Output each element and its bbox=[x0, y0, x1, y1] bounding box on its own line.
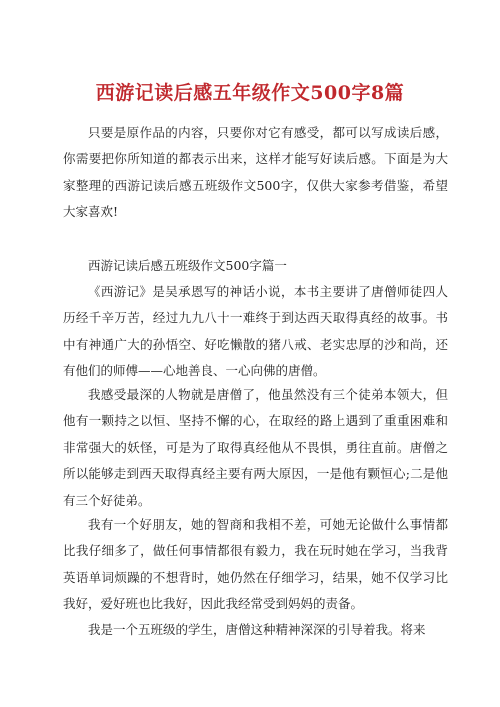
intro-paragraph: 只要是原作品的内容，只要你对它有感受，都可以写成读后感，你需要把你所知道的都表示出来，这样才能写好读后感。下面是为大家整理的西游记读后感五班级作文500字，仅供大家参考借鉴，希望大家喜欢! bbox=[63, 125, 448, 220]
body-paragraph: 我感受最深的人物就是唐僧了，他虽然没有三个徒弟本领大，但他有一颗持之以恒、坚持不懈的心，在取经的路上遇到了重重困难和非常强大的妖怪，可是为了取得真经他从不畏惧，勇往直前。唐僧之所以能够走到西天取得真经主要有两大原因，一是他有颗恒心;二是他有三个好徒弟。 bbox=[63, 387, 448, 508]
body-paragraph: 我有一个好朋友，她的智商和我相不差，可她无论做什么事情都比我仔细多了，做任何事情都很有毅力，我在玩时她在学习，当我背英语单词烦躁的不想背时，她仍然在仔细学习，结果，她不仅学习比我好，爱好班也比我好，因此我经常受到妈妈的责备。 bbox=[63, 517, 448, 612]
body-paragraph: 我是一个五班级的学生，唐僧这种精神深深的引导着我。将来 bbox=[88, 622, 426, 637]
body-paragraph: 《西游记》是吴承恩写的神话小说，本书主要讲了唐僧师徒四人历经千辛万苦，经过九九八十一难终于到达西天取得真经的故事。书中有神通广大的孙悟空、好吃懒散的猪八戒、老实忠厚的沙和尚，还有他们的师傅——心地善良、一心向佛的唐僧。 bbox=[63, 284, 448, 379]
document-title: 西游记读后感五年级作文500字8篇 bbox=[95, 82, 405, 104]
section-heading: 西游记读后感五班级作文500字篇一 bbox=[88, 258, 287, 273]
